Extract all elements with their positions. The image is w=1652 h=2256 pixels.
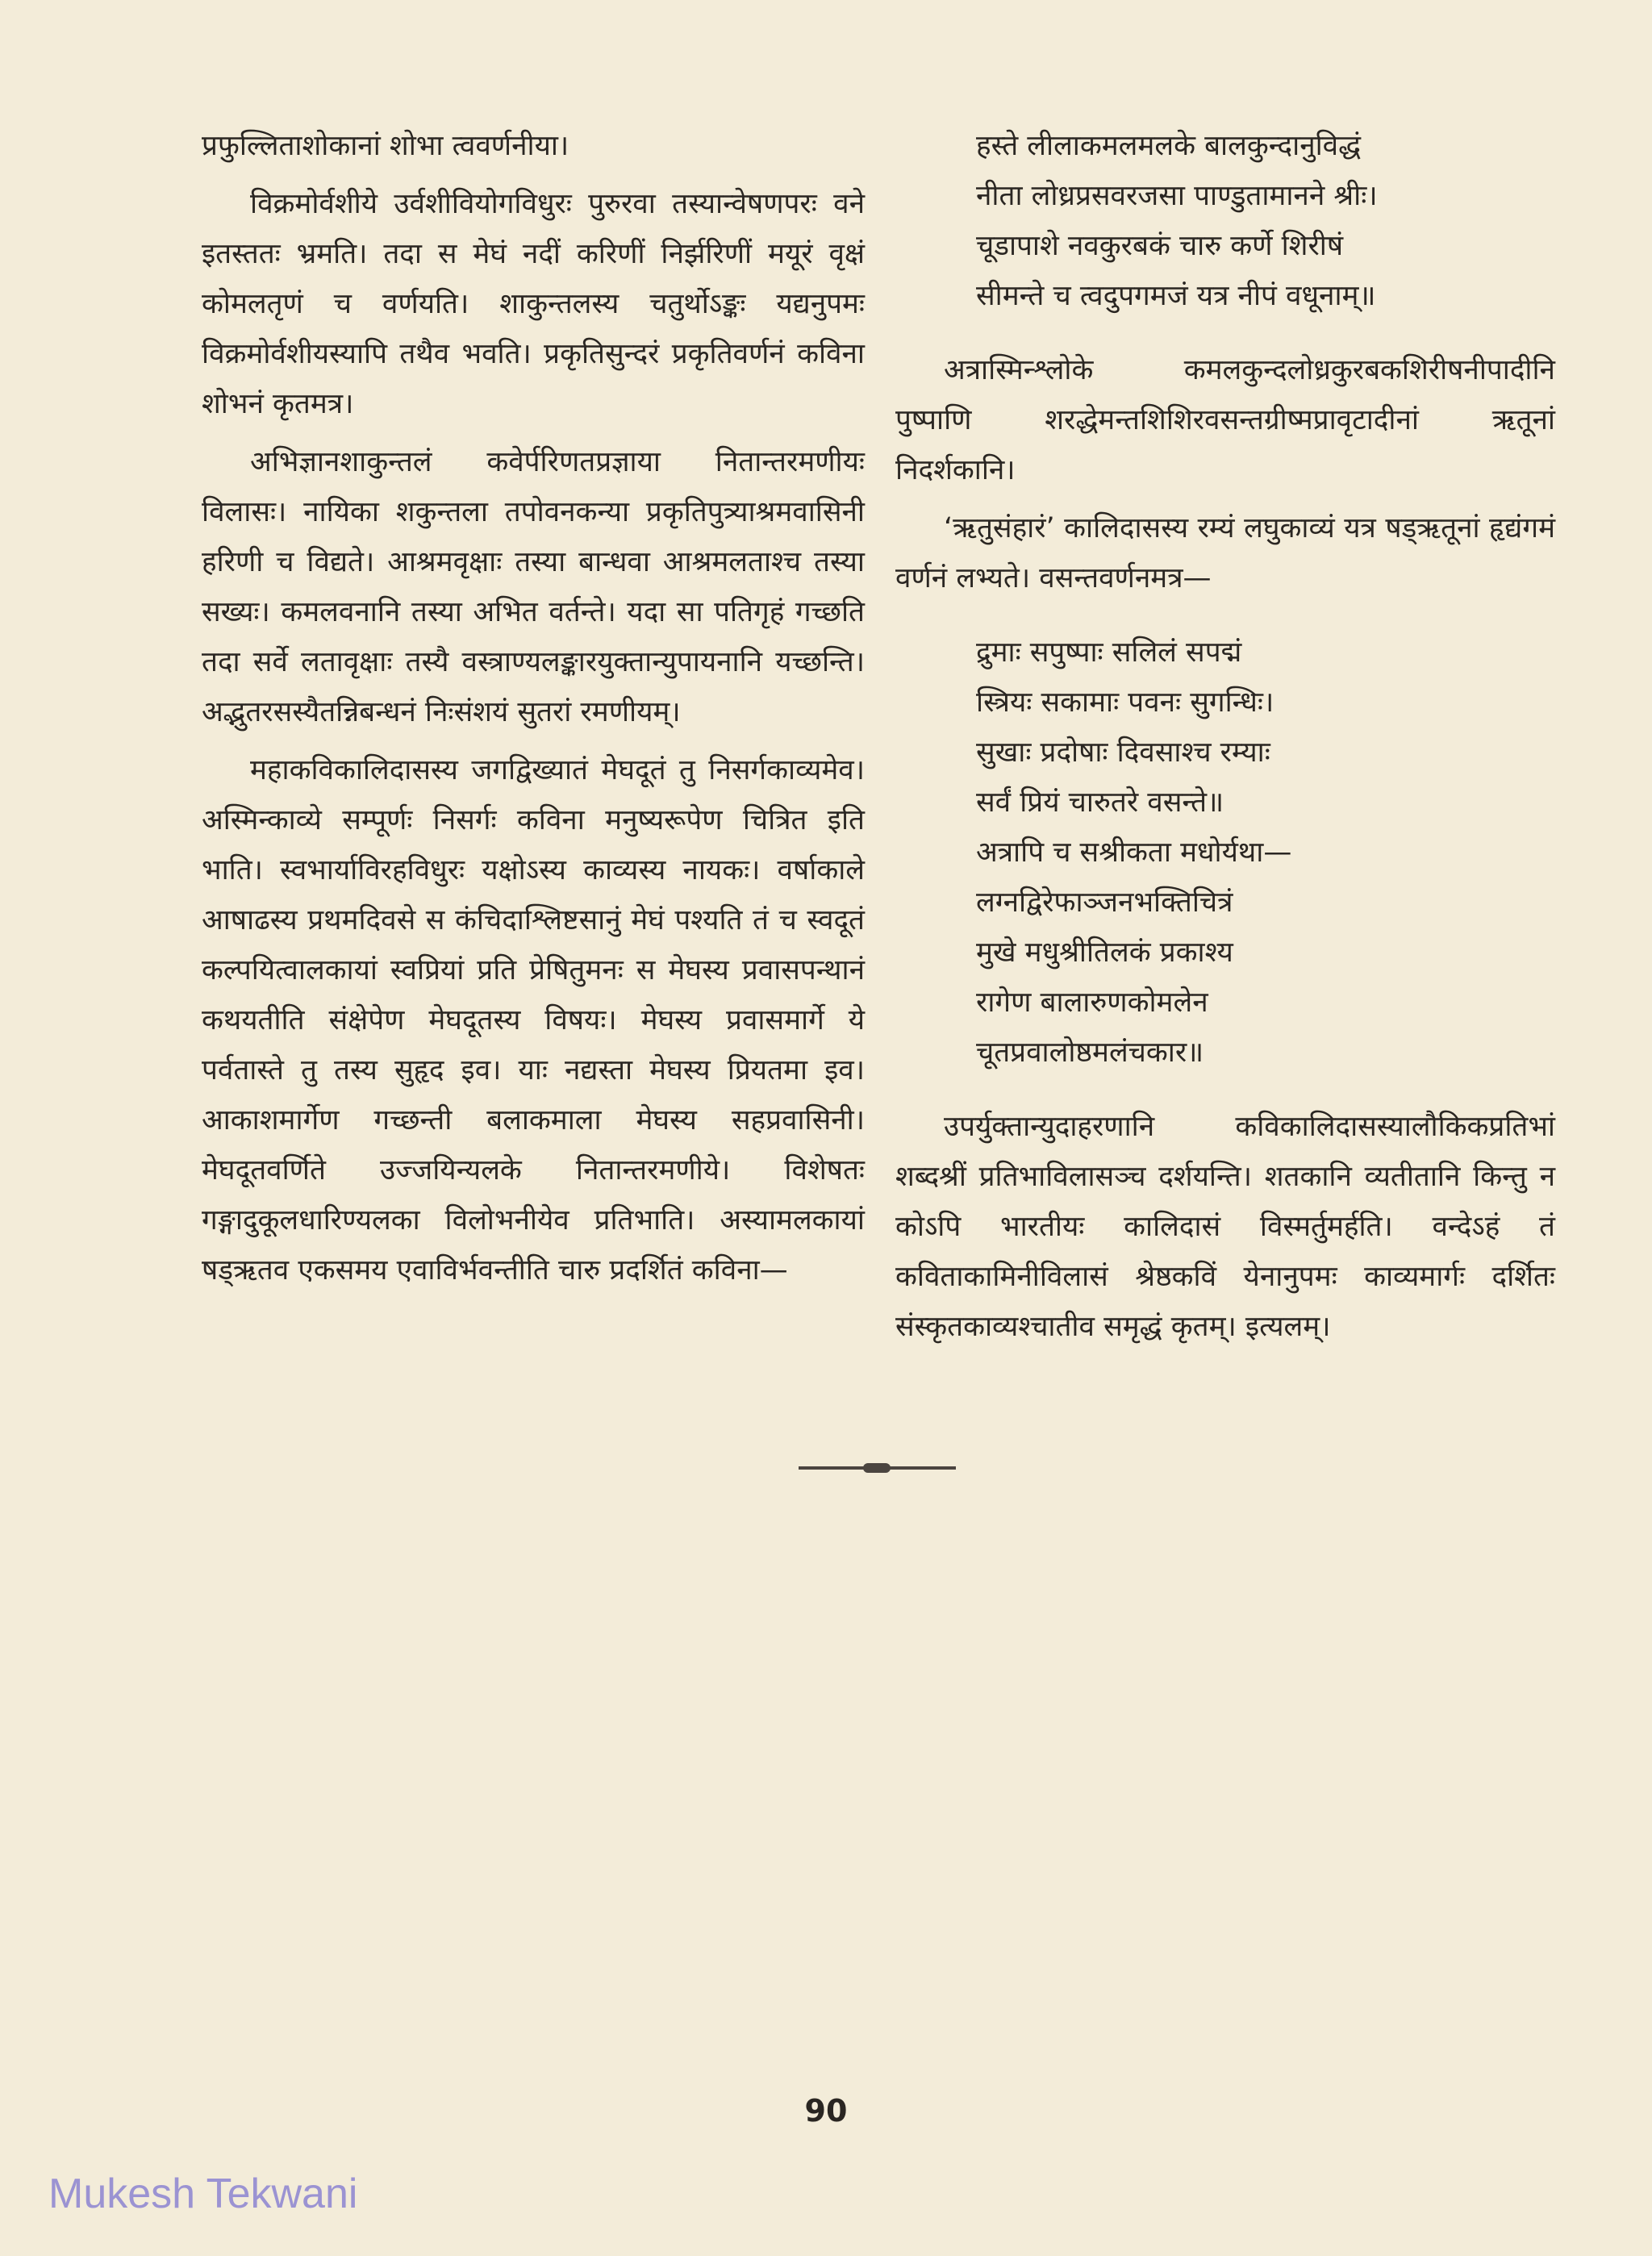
- paragraph: उपर्युक्तान्युदाहरणानि कविकालिदासस्यालौकिकप्रतिभां शब्दश्रीं प्रतिभाविलासञ्च दर्शयन्ति। शतकानि व्यतीतानि किन्तु न कोऽपि भारतीयः कालिदासं विस्मर्तुमर्हति। वन्देऽहं तं कविताकामिनीविलासं श्रेष्ठकविं येनानुपमः काव्यमार्गः दर्शितः संस्कृतकाव्यश्चातीव समृद्धं कृतम्। इत्यलम्।: [895, 1111, 1555, 1343]
- paragraph: विक्रमोर्वशीये उर्वशीवियोगविधुरः पुरुरवा तस्यान्वेषणपरः वने इतस्ततः भ्रमति। तदा स मेघं नदीं करिणीं निर्झरिणीं मयूरं वृक्षं कोमलतृणं च वर्णयति। शाकुन्तलस्य चतुर्थोऽङ्कः यद्यनुपमः विक्रमोर्वशीयस्यापि तथैव भवति। प्रकृतिसुन्दरं प्रकृतिवर्णनं कविना शोभनं कृतमत्र।: [202, 188, 865, 420]
- verse-line: द्रुमाः सपुष्पाः सलिलं सपद्मं: [976, 636, 1242, 669]
- paragraph: अभिज्ञानशाकुन्तलं कवेर्परिणतप्रज्ञाया नितान्तरमणीयः विलासः। नायिका शकुन्तला तपोवनकन्या प्रकृतिपुत्र्याश्रमवासिनी हरिणी च विद्यते। आश्रमवृक्षाः तस्या बान्धवा आश्रमलताश्च तस्या सख्यः। कमलवनानि तस्या अभित वर्तन्ते। यदा सा पतिगृहं गच्छति तदा सर्वे लतावृक्षाः तस्यै वस्त्राण्यलङ्कारयुक्तान्युपायनानि यच्छन्ति। अद्भुतरसस्यैतन्निबन्धनं निःसंशयं सुतरां रमणीयम्।: [202, 446, 865, 728]
- verse-line: सर्वं प्रियं चारुतरे वसन्ते॥: [976, 786, 1224, 819]
- verse-line: सुखाः प्रदोषाः दिवसाश्च रम्याः: [976, 736, 1270, 769]
- right-column: [895, 121, 1555, 1360]
- paragraph: प्रफुल्लिताशोकानां शोभा त्ववर्णनीया।: [202, 130, 569, 162]
- verse-line: चूतप्रवालोष्ठमलंचकार॥: [976, 1036, 1204, 1069]
- ornament-icon: [863, 1463, 891, 1473]
- verse-line: लग्नद्विरेफाञ्जनभक्तिचित्रं: [976, 886, 1233, 919]
- section-divider: [799, 1466, 956, 1470]
- verse-line: चूडापाशे नवकुरबकं चारु कर्णे शिरीषं: [976, 230, 1344, 262]
- verse-block: [895, 121, 1555, 321]
- left-column: [202, 121, 865, 1303]
- verse-line: अत्रापि च सश्रीकता मधोर्यथा—: [976, 836, 1292, 869]
- verse-line: नीता लोध्रप्रसवरजसा पाण्डुतामानने श्रीः।: [976, 180, 1378, 212]
- page-number: 90: [804, 2093, 848, 2129]
- paragraph: महाकविकालिदासस्य जगद्विख्यातं मेघदूतं तु निसर्गकाव्यमेव। अस्मिन्काव्ये सम्पूर्णः निसर्गः कविना मनुष्यरूपेण चित्रित इति भाति। स्वभार्याविरहविधुरः यक्षोऽस्य काव्यस्य नायकः। वर्षाकाले आषाढस्य प्रथमदिवसे स कंचिदाश्लिष्टसानुं मेघं पश्यति तं च स्वदूतं कल्पयित्वालकायां स्वप्रियां प्रति प्रेषितुमनः स मेघस्य प्रवासपन्थानं कथयतीति संक्षेपेण मेघदूतस्य विषयः। मेघस्य प्रवासमार्गे ये पर्वतास्ते तु तस्य सुहृद इव। याः नद्यस्ता मेघस्य प्रियतमा इव। आकाशमार्गेण गच्छन्ती बलाकमाला मेघस्य सहप्रवासिनी। मेघदूतवर्णिते उज्जयिन्यलके नितान्तरमणीये। विशेषतः गङ्गादुकूलधारिण्यलका विलोभनीयेव प्रतिभाति। अस्यामलकायां षड्ऋतव एकसमय एवाविर्भवन्तीति चारु प्रदर्शितं कविना—: [202, 754, 865, 1286]
- verse-block: [895, 628, 1555, 1078]
- paragraph: ‘ऋतुसंहारं’ कालिदासस्य रम्यं लघुकाव्यं यत्र षड्ऋतूनां हृद्यंगमं वर्णनं लभ्यते। वसन्तवर्णनमत्र—: [895, 512, 1555, 594]
- verse-line: हस्ते लीलाकमलमलके बालकुन्दानुविद्धं: [976, 130, 1362, 162]
- verse-line: मुखे मधुश्रीतिलकं प्रकाश्य: [976, 936, 1233, 969]
- verse-line: सीमन्ते च त्वदुपगमजं यत्र नीपं वधूनाम्॥: [976, 280, 1376, 312]
- verse-line: रागेण बालारुणकोमलेन: [976, 986, 1208, 1019]
- verse-line: स्त्रियः सकामाः पवनः सुगन्धिः।: [976, 686, 1274, 719]
- paragraph: अत्रास्मिन्श्लोके कमलकुन्दलोध्रकुरबकशिरीषनीपादीनि पुष्पाणि शरद्धेमन्तशिशिरवसन्तग्रीष्मप्रावृटादीनां ऋतूनां निदर्शकानि।: [895, 354, 1555, 486]
- watermark: Mukesh Tekwani: [48, 2171, 358, 2217]
